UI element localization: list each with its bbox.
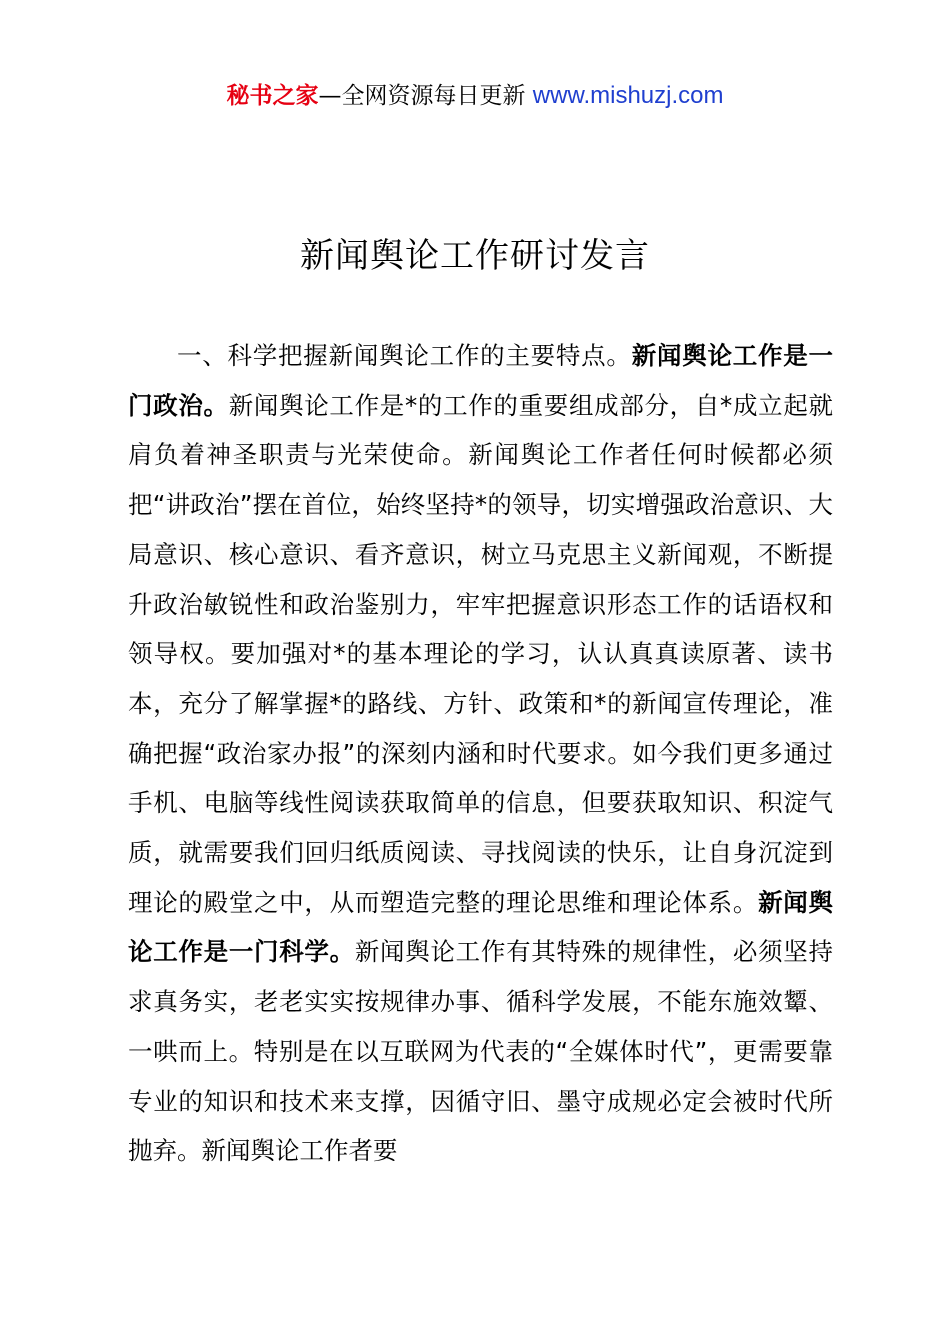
site-header: [0, 78, 950, 114]
site-url-link[interactable]: www.mishuzj.com: [532, 82, 724, 109]
site-tagline: —全网资源每日更新: [318, 83, 526, 109]
paragraph-run-bold: 新闻舆论工作是一门科学。: [128, 887, 834, 967]
body-paragraph: [128, 331, 833, 1176]
paragraph-run: 一、科学把握新闻舆论工作的主要特点。: [177, 341, 632, 370]
document-title: 新闻舆论工作研讨发言: [300, 236, 650, 276]
paragraph-run-bold: 新闻舆论工作是一门政治。: [128, 341, 834, 420]
site-brand: 秘书之家: [226, 83, 319, 109]
paragraph-run: 新闻舆论工作是*的工作的重要组成部分，自*成立起就肩负着神圣职责与光荣使命。新闻舆论工作者任何时候都必须把“讲政治”摆在首位，始终坚持*的领导，切实增强政治意识、大局意识、核心意识、看齐意识，树立马克思主义新闻观，不断提升政治敏锐性和政治鉴别力，牢牢把握意识形态工作的话语权和领导权。要加强对*的基本理论的学习，认认真真读原著、读书本，充分了解掌握*的路线、方针、政策和*的新闻宣传理论，准确把握“政治家办报”的深刻内涵和时代要求。如今我们更多通过手机、电脑等线性阅读获取简单的信息，但要获取知识、积淀气质，就需要我们回归纸质阅读、寻找阅读的快乐，让自身沉淀到理论的殿堂之中，从而塑造完整的理论思维和理论体系。: [128, 390, 834, 917]
paragraph-run: 新闻舆论工作有其特殊的规律性，必须坚持求真务实，老老实实按规律办事、循科学发展，不能东施效颦、一哄而上。特别是在以互联网为代表的“全媒体时代”，更需要靠专业的知识和技术来支撑，因循守旧、墨守成规必定会被时代所抛弃。新闻舆论工作者要: [128, 937, 834, 1166]
